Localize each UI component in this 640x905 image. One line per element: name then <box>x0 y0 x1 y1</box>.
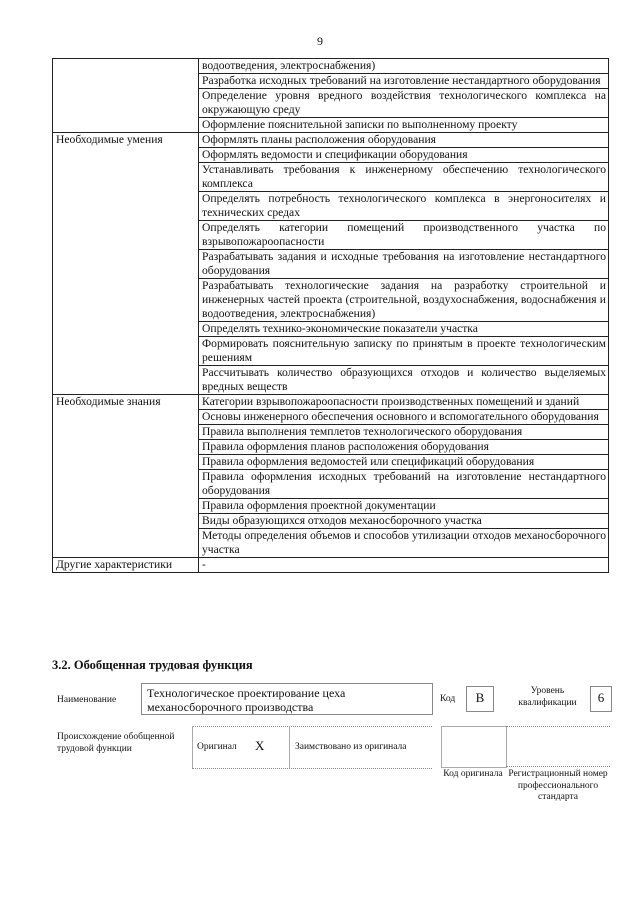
description-cell: Правила оформления исходных требований на изготовление нестандартного оборудования <box>199 470 609 499</box>
description-cell: Оформление пояснительной записки по выполненному проекту <box>199 118 609 133</box>
description-cell: Основы инженерного обеспечения основного и вспомогательного оборудования <box>199 410 609 425</box>
level-label: Уровень квалификации <box>518 686 577 708</box>
page-number: 9 <box>317 34 323 48</box>
description-cell: Методы определения объемов и способов утилизации отходов механосборочного участка <box>199 529 609 558</box>
level-box <box>590 686 612 712</box>
level-value: 6 <box>597 690 605 705</box>
origin-divider-left <box>192 726 194 768</box>
table-row <box>53 395 609 410</box>
description-cell: Определение уровня вредного воздействия технологического комплекса на окружающую среду <box>199 89 609 118</box>
code-value: B <box>475 690 485 705</box>
category-cell: Необходимые умения <box>53 133 199 395</box>
description-cell: Разработка исходных требований на изготовление нестандартного оборудования <box>199 74 609 89</box>
description-cell: Устанавливать требования к инженерному обеспечению технологического комплекса <box>199 163 609 192</box>
description-cell: Правила оформления планов расположения оборудования <box>199 440 609 455</box>
category-cell: Другие характеристики <box>53 558 199 573</box>
code-original-caption: Код оригинала <box>443 769 503 779</box>
description-cell: Правила оформления ведомостей или спецификаций оборудования <box>199 455 609 470</box>
description-cell: водоотведения, электроснабжения) <box>199 59 609 74</box>
borrowed-label: Заимствовано из оригинала <box>295 742 407 752</box>
name-value: Технологическое проектирование цеха механосборочного производства <box>147 686 346 714</box>
origin-bottom-rule <box>192 768 432 769</box>
reg-number-caption: Регистрационный номер профессионального стандарта <box>508 769 608 802</box>
description-cell: Разрабатывать технологические задания на разработку строительной и инженерных частей проекта (строительной, воздухоснабжения, водоснабжения и водоотведения, электроснабжения) <box>199 279 609 322</box>
description-cell: Правила выполнения темплетов технологического оборудования <box>199 425 609 440</box>
competency-table <box>52 58 609 573</box>
code-box <box>466 686 494 712</box>
original-mark: X <box>255 738 265 753</box>
description-cell: Определять потребность технологического комплекса в энергоносителях и технических средах <box>199 192 609 221</box>
origin-label: Происхождение обобщенной трудовой функции <box>57 732 175 754</box>
name-label: Наименование <box>57 695 117 705</box>
code-original-box <box>441 726 507 768</box>
description-cell: Рассчитывать количество образующихся отходов и количество выделяемых вредных веществ <box>199 366 609 395</box>
table-row <box>53 558 609 573</box>
description-cell: Разрабатывать задания и исходные требования на изготовление нестандартного оборудования <box>199 250 609 279</box>
description-cell: Правила оформления проектной документации <box>199 499 609 514</box>
original-label: Оригинал <box>197 742 237 752</box>
table-row <box>53 59 609 74</box>
code-label: Код <box>440 694 456 704</box>
description-cell: Оформлять планы расположения оборудования <box>199 133 609 148</box>
origin-divider-mid <box>289 726 291 768</box>
description-cell: Виды образующихся отходов механосборочного участка <box>199 514 609 529</box>
description-cell: Категории взрывопожароопасности производственных помещений и зданий <box>199 395 609 410</box>
origin-top-rule <box>192 726 432 727</box>
description-cell: Определять категории помещений производственного участка по взрывопожароопасности <box>199 221 609 250</box>
name-box <box>141 683 433 715</box>
reg-top-rule <box>506 726 610 727</box>
reg-bottom-rule <box>506 766 610 767</box>
description-cell: Оформлять ведомости и спецификации оборудования <box>199 148 609 163</box>
table-row <box>53 133 609 148</box>
description-cell: Определять технико-экономические показатели участка <box>199 322 609 337</box>
category-cell <box>53 59 199 133</box>
description-cell: Формировать пояснительную записку по принятым в проекте технологическим решениям <box>199 337 609 366</box>
category-cell: Необходимые знания <box>53 395 199 558</box>
section-title: 3.2. Обобщенная трудовая функция <box>52 658 253 672</box>
description-cell: - <box>199 558 609 573</box>
